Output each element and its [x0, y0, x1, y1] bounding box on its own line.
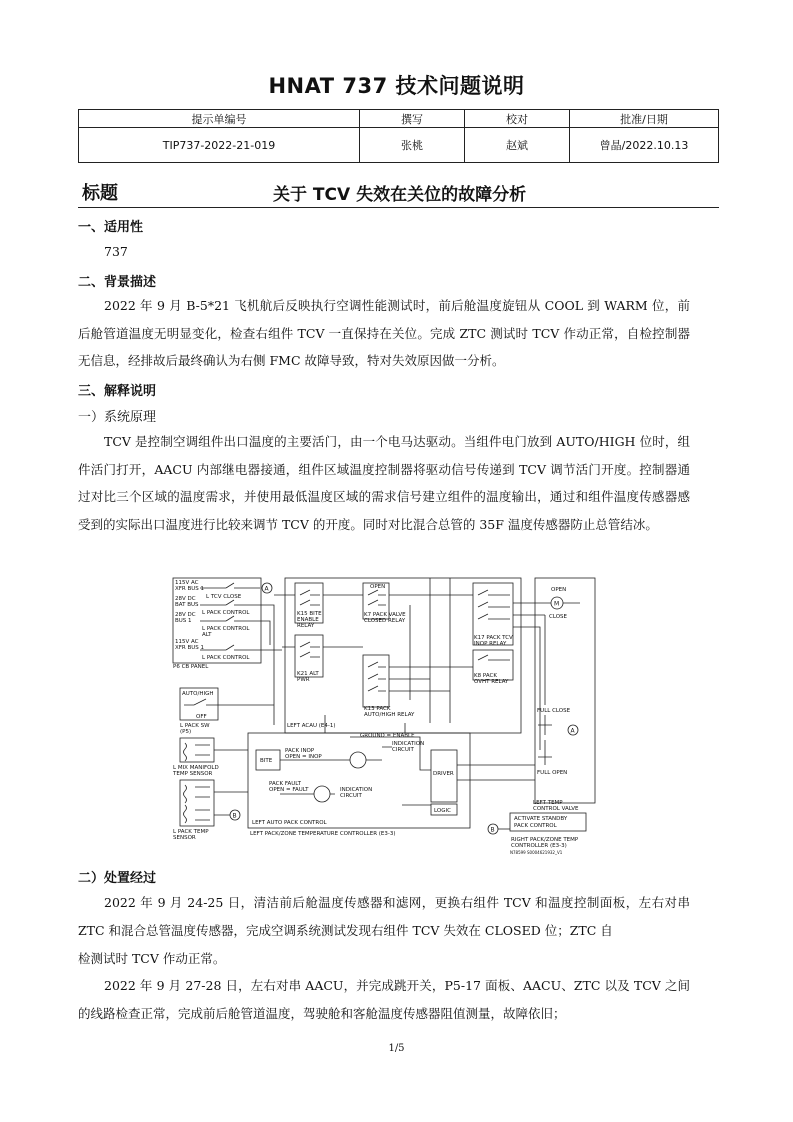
paragraph-text: 2022 年 9 月 27-28 日，左右对串 AACU，并完成跳开关，P5-17 面板、AACU、ZTC 以及 TCV 之间的线路检查正常，完成前后舱管道温度，驾驶舱和客舱温度传感器阻值测量，故障依旧； [78, 978, 690, 1021]
principle-paragraph [78, 428, 690, 538]
p6-label: BAT BUS [175, 602, 199, 608]
relay-label: CLOSED RELAY [364, 618, 406, 624]
controller-label: LOGIC [434, 808, 451, 814]
cb-label: L PACK CONTROL [202, 626, 250, 632]
background-paragraph [78, 292, 690, 375]
tcv-open-label: OPEN [551, 587, 567, 593]
info-table [78, 109, 719, 163]
sensor-label: TEMP SENSOR [173, 771, 213, 777]
page-number: 1/5 [388, 1043, 405, 1054]
table-cell: 张桃 [360, 128, 465, 163]
cb-label: ALT [202, 632, 212, 638]
sensor-label: SENSOR [173, 835, 196, 841]
connector-label: A [264, 585, 269, 593]
valve-label: CONTROL VALVE [533, 806, 579, 812]
controller-label: OPEN = INOP [285, 754, 322, 760]
sensor-label: L MIX MANIFOLD [173, 765, 219, 771]
pack-control-schematic [170, 575, 600, 857]
acau-label: LEFT ACAU (E4-1) [287, 723, 336, 729]
table-header: 撰写 [360, 110, 465, 128]
table-header: 批准/日期 [570, 110, 719, 128]
controller-label: DRIVER [433, 771, 454, 777]
relay-label: K13 PACK [364, 706, 391, 712]
controller-label: GROUND = ENABLE [360, 733, 415, 739]
paragraph-text: TCV 是控制空调组件出口温度的主要活门，由一个电马达驱动。当组件电门放到 AUTO/HIGH 位时，组件活门打开，AACU 内部继电器接通，组件区域温度控制器将驱动信号传递到 TCV 调节活门开度。控制器通过对比三个区域的温度需求，并使用最低温度区域的需求信号建立组件的温度输出，通过和组件温度传感器感受到的实际出口温度进行比较来调节 TCV 的开度。同时对比混合总管的 35F 温度传感器防止总管结冰。 [78, 434, 690, 532]
paragraph-text: 2022 年 9 月 B-5*21 飞机航后反映执行空调性能测试时，前后舱温度旋钮从 COOL 到 WARM 位，前后舱管道温度无明显变化，检查右组件 TCV 一直保持在关位。完成 ZTC 测试时 TCV 作动正常，自检控制器无信息，经排故后最终确认为右侧 FMC 故障导致，特对失效原因做一分析。 [78, 298, 690, 368]
p6-label: 115V AC [175, 639, 199, 645]
valve-label: LEFT TEMP [533, 800, 563, 806]
controller-label: CIRCUIT [392, 747, 414, 753]
standby-label: RIGHT PACK/ZONE TEMP [511, 837, 579, 843]
tcv-close-label: CLOSE [549, 614, 568, 620]
controller-label: PACK FAULT [269, 781, 301, 787]
cb-label: L PACK CONTROL [202, 655, 250, 661]
subject-text: 关于 TCV 失效在关位的故障分析 [273, 185, 527, 205]
controller-label: OPEN = FAULT [269, 787, 309, 793]
connector-label: B [232, 812, 237, 820]
subsection-heading: 二）处置经过 [78, 871, 157, 886]
switch-label: AUTO/HIGH [182, 691, 214, 697]
valve-label: FULL CLOSE [537, 708, 571, 714]
relay-label: K15 BITE [297, 611, 322, 617]
acau-box [285, 578, 521, 733]
applicability-text: 737 [104, 244, 128, 259]
paragraph-text: 2022 年 9 月 24-25 日，清洁前后舱温度传感器和滤网，更换右组件 TCV 和温度控制面板，左右对串 ZTC 和混合总管温度传感器，完成空调系统测试发现右组件 TCV 失效在 CLOSED 位；ZTC 自 [78, 895, 690, 938]
valve-label: FULL OPEN [537, 770, 568, 776]
table-cell: 赵斌 [465, 128, 570, 163]
standby-label: ACTIVATE STANDBY [514, 816, 568, 822]
table-header: 校对 [465, 110, 570, 128]
p6-label: BUS 1 [175, 618, 192, 624]
table-header: 提示单编号 [79, 110, 360, 128]
controller-label: LEFT PACK/ZONE TEMPERATURE CONTROLLER (E3-3) [250, 831, 396, 837]
section-heading: 二、背景描述 [78, 275, 157, 290]
controller-label: INDICATION [340, 787, 373, 793]
motor-label: M [554, 600, 560, 608]
table-cell: TIP737-2022-21-019 [79, 128, 360, 163]
controller-label: LEFT AUTO PACK CONTROL [252, 820, 327, 826]
p6-label: 115V AC [175, 580, 199, 586]
connector-label: B [490, 826, 495, 834]
controller-label: PACK INOP [285, 748, 315, 754]
relay-label: K7 PACK VALVE [364, 612, 406, 618]
switch-label: (P5) [180, 729, 192, 735]
section-heading: 一、适用性 [78, 220, 144, 235]
relay-label: OVHT RELAY [474, 679, 509, 685]
cb-label: L TCV CLOSE [206, 594, 242, 600]
controller-label: INDICATION [392, 741, 425, 747]
transistor-fault [314, 786, 330, 802]
mix-manifold-sensor [180, 738, 214, 762]
switch-label: L PACK SW [180, 723, 210, 729]
p6-label: 28V DC [175, 596, 196, 602]
subsection-heading: 一）系统原理 [78, 410, 157, 425]
relay-label: K17 PACK TCV [474, 635, 513, 641]
p6-label: 28V DC [175, 612, 196, 618]
relay-label: RELAY [297, 623, 315, 629]
relay-label: INOP RELAY [474, 641, 507, 647]
process-paragraph-cont: 检测试时 TCV 作动正常。 [78, 951, 226, 966]
relay-label: AUTO/HIGH RELAY [364, 712, 415, 718]
p6-label: XFR BUS 1 [175, 586, 205, 592]
connector-label: A [570, 727, 575, 735]
transistor-inop [350, 752, 366, 768]
subject-label: 标题 [82, 183, 118, 204]
p6-label: XFR BUS 1 [175, 645, 205, 651]
relay-label: ENABLE [297, 617, 319, 623]
table-cell: 曾晶/2022.10.13 [570, 128, 719, 163]
standby-label: CONTROLLER (E3-3) [511, 843, 567, 849]
sensor-label: L PACK TEMP [173, 829, 209, 835]
relay-open-label: OPEN [370, 584, 386, 590]
process-paragraph-2 [78, 972, 690, 1027]
document-title: HNAT 737 技术问题说明 [268, 74, 525, 98]
relay-label: PWR [297, 677, 310, 683]
subject-divider [78, 207, 719, 208]
switch-label: OFF [196, 714, 207, 720]
relay-label: K21 ALT [297, 671, 319, 677]
p6-label: P6 CB PANEL [173, 664, 209, 670]
controller-label: BITE [260, 758, 273, 764]
standby-label: PACK CONTROL [514, 823, 557, 829]
section-heading: 三、解释说明 [78, 384, 157, 399]
cb-label: L PACK CONTROL [202, 610, 250, 616]
process-paragraph [78, 889, 690, 944]
relay-label: K8 PACK [474, 673, 497, 679]
diagram-code: N78599 S0004621932_V1 [510, 850, 563, 855]
controller-label: CIRCUIT [340, 793, 362, 799]
